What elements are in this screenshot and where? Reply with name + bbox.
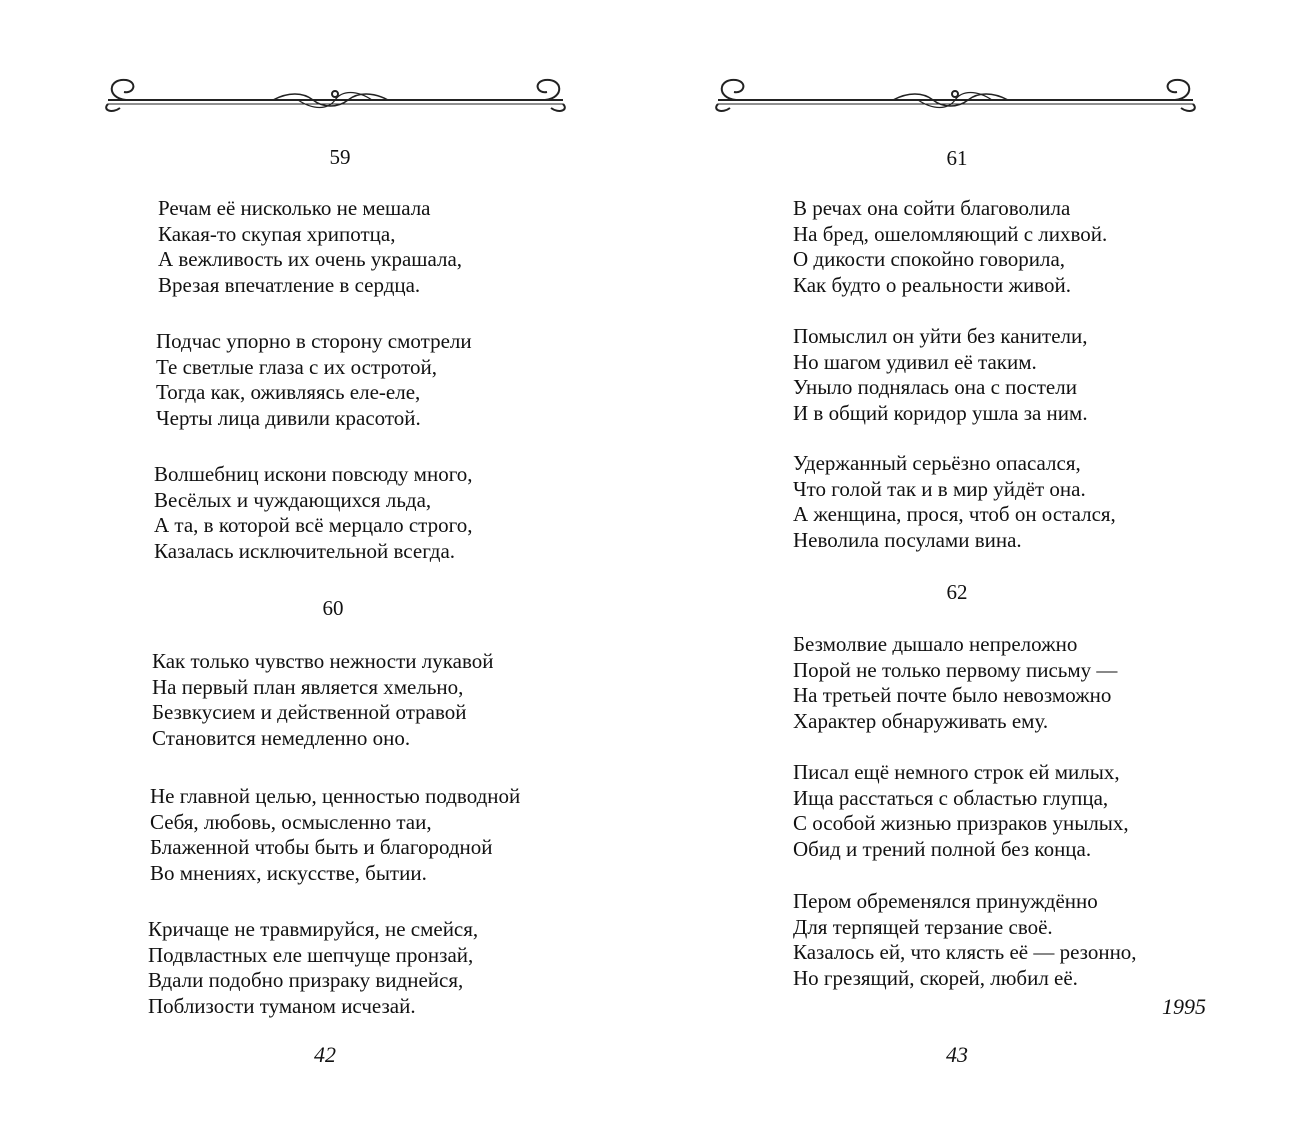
verse-line: Какая-то скупая хрипотца, bbox=[158, 221, 396, 246]
verse-line: Характер обнаруживать ему. bbox=[793, 708, 1049, 733]
stanza bbox=[148, 917, 478, 1019]
verse-line: С особой жизнью призраков унылых, bbox=[793, 811, 1129, 835]
verse-line: Пером обременялся принуждённо bbox=[793, 889, 1098, 913]
verse-line: Что голой так и в мир уйдёт она. bbox=[793, 476, 1086, 501]
verse-line: Порой не только первому письму — bbox=[793, 657, 1118, 682]
verse-line: Речам её нисколько не мешала bbox=[158, 196, 431, 220]
verse-line: Обид и трений полной без конца. bbox=[793, 836, 1092, 861]
stanza bbox=[156, 329, 472, 431]
verse-line: Казалась исключительной всегда. bbox=[154, 538, 456, 563]
verse-line: Безмолвие дышало непреложно bbox=[793, 632, 1078, 656]
page-number: 43 bbox=[946, 1042, 968, 1067]
verse-line: Как будто о реальности живой. bbox=[793, 272, 1072, 297]
stanza bbox=[793, 196, 1107, 298]
verse-line: Во мнениях, искусстве, бытии. bbox=[150, 860, 427, 885]
verse-line: Врезая впечатление в сердца. bbox=[158, 272, 421, 297]
stanza bbox=[793, 324, 1088, 426]
stanza bbox=[158, 196, 462, 298]
verse-line: А вежливость их очень украшала, bbox=[158, 247, 463, 271]
poem-number-59: 59 bbox=[329, 145, 351, 169]
verse-line: Казалось ей, что клясть её — резонно, bbox=[793, 940, 1137, 964]
verse-line: Уныло поднялась она с постели bbox=[793, 375, 1077, 399]
verse-line: Но грезящий, скорей, любил её. bbox=[793, 965, 1078, 990]
stanza bbox=[793, 889, 1137, 991]
verse-line: На первый план является хмельно, bbox=[152, 674, 464, 699]
ornamental-header-divider bbox=[708, 70, 1203, 120]
stanza bbox=[793, 760, 1129, 862]
verse-line: Помыслил он уйти без канители, bbox=[793, 324, 1088, 348]
verse-line: На третьей почте было невозможно bbox=[793, 683, 1112, 707]
verse-line: Тогда как, оживляясь еле-еле, bbox=[156, 380, 421, 404]
verse-line: А та, в которой всё мерцало строго, bbox=[154, 513, 473, 537]
poem-number-61: 61 bbox=[946, 146, 968, 170]
verse-line: Для терпящей терзание своё. bbox=[793, 914, 1053, 939]
verse-line: В речах она сойти благоволила bbox=[793, 196, 1071, 220]
stanza bbox=[793, 632, 1117, 734]
verse-line: А женщина, прося, чтоб он остался, bbox=[793, 502, 1116, 526]
right-page bbox=[650, 0, 1307, 1147]
verse-line: Весёлых и чуждающихся льда, bbox=[154, 487, 432, 512]
verse-line: Поблизости туманом исчезай. bbox=[148, 993, 416, 1018]
verse-line: О дикости спокойно говорила, bbox=[793, 247, 1066, 271]
verse-line: Вдали подобно призраку виднейся, bbox=[148, 968, 464, 992]
verse-line: Ища расстаться с областью глупца, bbox=[793, 785, 1109, 810]
verse-line: Но шагом удивил её таким. bbox=[793, 349, 1037, 374]
verse-line: Становится немедленно оно. bbox=[152, 725, 411, 750]
poem-number-62: 62 bbox=[946, 580, 968, 604]
verse-line: Волшебниц искони повсюду много, bbox=[154, 462, 473, 486]
verse-line: Черты лица дивили красотой. bbox=[156, 405, 421, 430]
page-number: 42 bbox=[314, 1042, 336, 1067]
verse-line: Не главной целью, ценностью подводной bbox=[150, 784, 521, 808]
stanza bbox=[152, 649, 493, 751]
verse-line: Удержанный серьёзно опасался, bbox=[793, 451, 1081, 475]
left-page bbox=[0, 0, 650, 1147]
ornamental-header-divider bbox=[98, 70, 573, 120]
verse-line: Безвкусием и действенной отравой bbox=[152, 700, 467, 724]
verse-line: Себя, любовь, осмысленно таи, bbox=[150, 809, 432, 834]
stanza bbox=[150, 784, 520, 886]
verse-line: Кричаще не травмируйся, не смейся, bbox=[148, 917, 479, 941]
verse-line: Подчас упорно в сторону смотрели bbox=[156, 329, 472, 353]
poem-number-60: 60 bbox=[322, 596, 344, 620]
verse-line: На бред, ошеломляющий с лихвой. bbox=[793, 221, 1108, 246]
stanza bbox=[154, 462, 473, 564]
verse-line: Неволила посулами вина. bbox=[793, 527, 1022, 552]
verse-line: Те светлые глаза с их остротой, bbox=[156, 354, 438, 379]
verse-line: Писал ещё немного строк ей милых, bbox=[793, 760, 1120, 784]
verse-line: Подвластных еле шепчуще пронзай, bbox=[148, 942, 474, 967]
verse-line: Блаженной чтобы быть и благородной bbox=[150, 835, 493, 859]
verse-line: Как только чувство нежности лукавой bbox=[152, 649, 494, 673]
stanza bbox=[793, 451, 1116, 553]
poem-date: 1995 bbox=[1162, 994, 1206, 1019]
verse-line: И в общий коридор ушла за ним. bbox=[793, 400, 1088, 425]
